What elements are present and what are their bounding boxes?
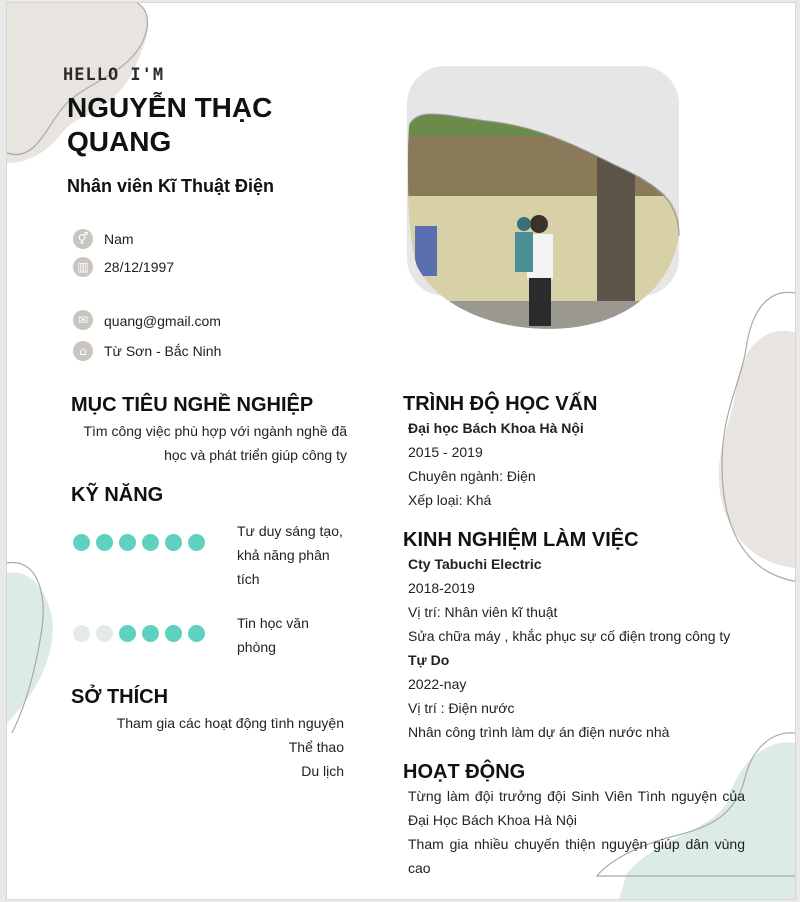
- job-1-company: Cty Tabuchi Electric: [408, 556, 542, 572]
- hobbies-title: SỞ THÍCH: [71, 686, 169, 708]
- job-1-desc: Sửa chữa máy , khắc phục sự cố điện trong công ty: [408, 628, 731, 644]
- birthday-cake-icon: ▥: [73, 257, 93, 277]
- info-gender: [73, 228, 134, 250]
- rating-dot: [96, 534, 113, 551]
- blob-left: [7, 572, 53, 723]
- education-years: 2015 - 2019: [408, 444, 483, 460]
- full-name: NGUYỄN THẠC QUANG: [67, 92, 273, 157]
- rating-dot: [73, 625, 90, 642]
- blob-right: [719, 331, 795, 568]
- skill-1-line1: Tư duy sáng tạo,: [237, 523, 343, 539]
- rating-dot: [188, 625, 205, 642]
- profile-photo: [407, 66, 683, 336]
- experience-title: KINH NGHIỆM LÀM VIỆC: [403, 529, 639, 551]
- hobby-1: Tham gia các hoạt động tình nguyện: [116, 715, 344, 731]
- rating-dot: [73, 534, 90, 551]
- info-address: [73, 340, 221, 362]
- skill-1-line3: tích: [237, 571, 260, 587]
- skill-1-line2: khả năng phân: [237, 547, 330, 563]
- hello-label: HELLO I'M: [63, 65, 165, 85]
- rating-dot: [119, 534, 136, 551]
- education-rank: Xếp loại: Khá: [408, 492, 492, 508]
- career-goal-line1: Tìm công việc phù hợp với ngành nghề đã: [83, 423, 347, 439]
- activity-line3: Tham gia nhiều chuyến thiện nguyện giúp dân vùng: [408, 836, 745, 852]
- address-text: Từ Sơn - Bắc Ninh: [104, 343, 222, 359]
- cv-page: [6, 2, 796, 900]
- rating-dot: [96, 625, 113, 642]
- education-major: Chuyên ngành: Điện: [408, 468, 536, 484]
- dob-text: 28/12/1997: [104, 259, 175, 275]
- skill-2-line1: Tin học văn: [237, 615, 309, 631]
- activity-line1: Từng làm đội trưởng đội Sinh Viên Tình nguyện của: [408, 788, 745, 804]
- info-dob: [73, 256, 174, 278]
- career-goal-line2: học và phát triển giúp công ty: [164, 447, 347, 463]
- career-goal-title: MỤC TIÊU NGHỀ NGHIỆP: [71, 394, 314, 416]
- rating-dot: [165, 534, 182, 551]
- gender-text: Nam: [104, 231, 134, 247]
- job-1-years: 2018-2019: [408, 580, 475, 596]
- gender-icon: ⚥: [73, 229, 93, 249]
- rating-dot: [142, 534, 159, 551]
- activity-line2: Đại Học Bách Khoa Hà Nội: [408, 812, 577, 828]
- activities-title: HOẠT ĐỘNG: [403, 761, 526, 783]
- job-1-position: Vị trí: Nhân viên kĩ thuật: [408, 604, 558, 620]
- education-title: TRÌNH ĐỘ HỌC VẤN: [403, 393, 598, 415]
- rating-dot: [142, 625, 159, 642]
- hobby-3: Du lịch: [301, 763, 344, 779]
- job-2-position: Vị trí : Điện nước: [408, 700, 515, 716]
- email-text-clipped: [104, 313, 264, 329]
- education-school: Đại học Bách Khoa Hà Nội: [408, 420, 584, 436]
- hobby-2: Thể thao: [288, 739, 344, 755]
- activity-line4: cao: [408, 860, 431, 876]
- skill-2-line2: phòng: [237, 639, 276, 655]
- job-2-company: Tự Do: [408, 652, 450, 668]
- info-email: [73, 309, 104, 331]
- skill-rating-2: [73, 625, 205, 642]
- mail-icon: ✉: [73, 310, 93, 330]
- rating-dot: [188, 534, 205, 551]
- skill-rating-1: [73, 534, 205, 551]
- email-text: quang@gmail.com: [104, 313, 221, 329]
- job-2-desc: Nhân công trình làm dự án điện nước nhà: [408, 724, 670, 740]
- home-icon: ⌂: [73, 341, 93, 361]
- job-2-years: 2022-nay: [408, 676, 467, 692]
- job-title: Nhân viên Kĩ Thuật Điện: [67, 176, 275, 196]
- rating-dot: [165, 625, 182, 642]
- skills-title: KỸ NĂNG: [71, 484, 164, 506]
- rating-dot: [119, 625, 136, 642]
